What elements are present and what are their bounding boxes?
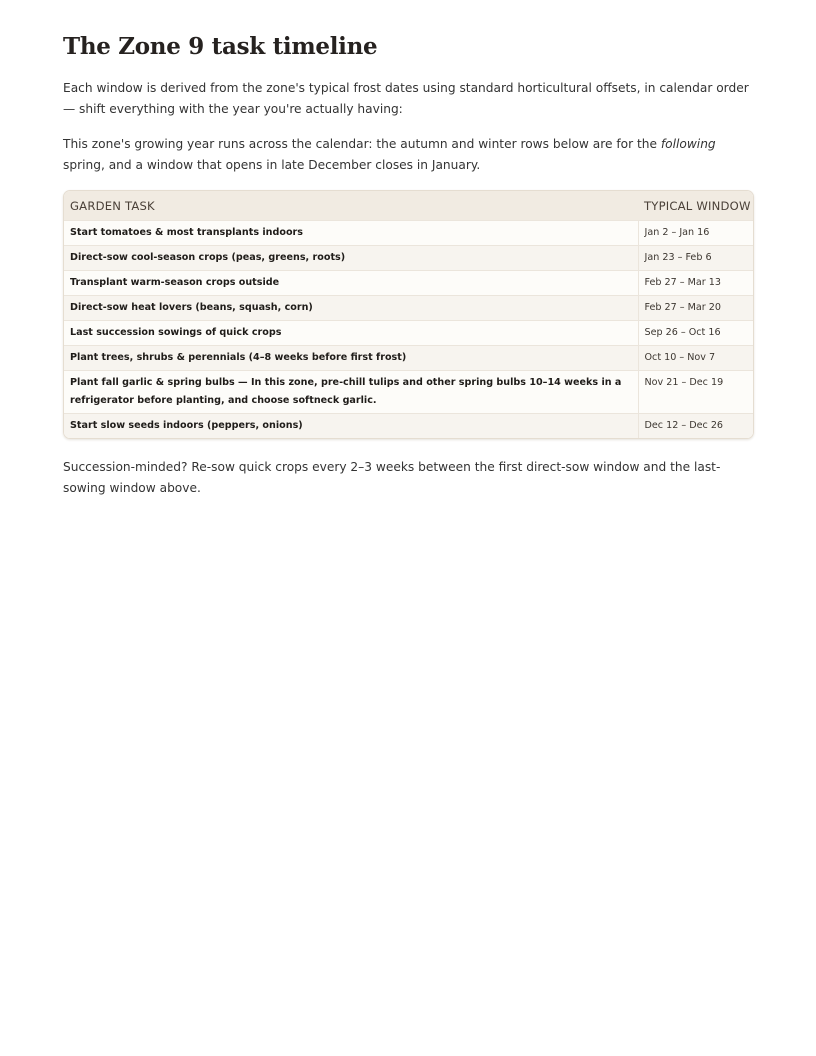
window-cell: Feb 27 – Mar 13: [638, 271, 754, 296]
task-cell: Plant trees, shrubs & perennials (4–8 weeks before first frost): [64, 346, 638, 371]
window-cell: Jan 23 – Feb 6: [638, 246, 754, 271]
window-cell: Jan 2 – Jan 16: [638, 221, 754, 246]
note-text-after: spring, and a window that opens in late December closes in January.: [63, 158, 481, 172]
task-timeline-table-wrapper: [63, 190, 754, 439]
table-row: [64, 414, 754, 439]
table-row: [64, 271, 754, 296]
document: [63, 30, 754, 513]
column-header-window: TYPICAL WINDOW: [638, 191, 754, 221]
window-cell: Oct 10 – Nov 7: [638, 346, 754, 371]
table-row: [64, 221, 754, 246]
window-cell: Sep 26 – Oct 16: [638, 321, 754, 346]
task-cell: Direct-sow cool-season crops (peas, greens, roots): [64, 246, 638, 271]
calendar-note-paragraph: [63, 134, 754, 176]
table-row: [64, 371, 754, 414]
succession-footnote: Succession-minded? Re-sow quick crops every 2–3 weeks between the first direct-sow window and the last-sowing window above.: [63, 460, 721, 495]
task-cell: Start slow seeds indoors (peppers, onions): [64, 414, 638, 439]
window-cell: Dec 12 – Dec 26: [638, 414, 754, 439]
window-cell: Nov 21 – Dec 19: [638, 371, 754, 414]
table-row: [64, 246, 754, 271]
page-title: The Zone 9 task timeline: [63, 33, 378, 60]
note-emphasis: following: [660, 137, 716, 151]
intro-paragraph: Each window is derived from the zone's typical frost dates using standard horticultural offsets, in calendar order — shift everything with the year you're actually having:: [63, 81, 749, 116]
table-row: [64, 346, 754, 371]
task-timeline-table: [64, 191, 754, 438]
window-cell: Feb 27 – Mar 20: [638, 296, 754, 321]
task-cell: Last succession sowings of quick crops: [64, 321, 638, 346]
note-text-before: This zone's growing year runs across the calendar: the autumn and winter rows below are for the: [63, 137, 661, 151]
table-header-row: [64, 191, 754, 221]
task-cell: Plant fall garlic & spring bulbs — In this zone, pre-chill tulips and other spring bulbs 10–14 weeks in a refrigerator before planting, and choose softneck garlic.: [64, 371, 638, 414]
task-cell: Direct-sow heat lovers (beans, squash, corn): [64, 296, 638, 321]
task-cell: Start tomatoes & most transplants indoors: [64, 221, 638, 246]
task-cell: Transplant warm-season crops outside: [64, 271, 638, 296]
column-header-task: GARDEN TASK: [64, 191, 638, 221]
table-row: [64, 296, 754, 321]
table-row: [64, 321, 754, 346]
